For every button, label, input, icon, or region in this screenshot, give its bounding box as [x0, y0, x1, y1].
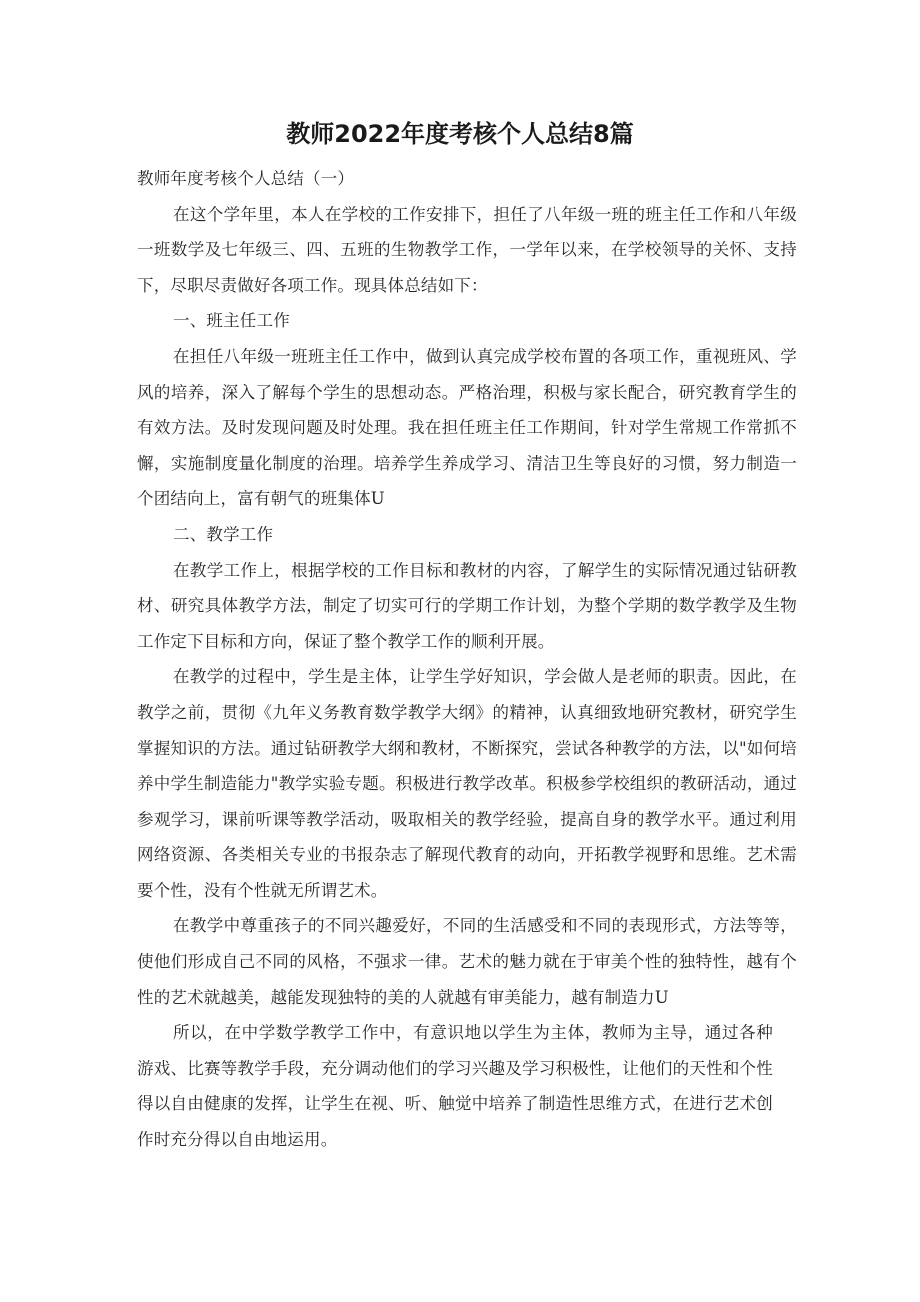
paragraph-intro: 在这个学年里，本人在学校的工作安排下，担任了八年级一班的班主任工作和八年级一班数学及七年级三、四、五班的生物教学工作，一学年以来，在学校领导的关怀、支持下，尽职尽责做好各项工作。现具体总结如下：: [137, 204, 797, 295]
document-title: 教师2022年度考核个人总结8篇: [286, 120, 634, 148]
document-body: [137, 161, 797, 1158]
paragraph-individuality: 在教学中尊重孩子的不同兴趣爱好，不同的生活感受和不同的表现形式，方法等等，使他们形成自己不同的风格，不强求一律。艺术的魅力就在于审美个性的独特性，越有个性的艺术就越美，越能发现独特的美的人就越有审美能力，越有制造力U: [137, 916, 797, 1007]
heading-teaching-work: 二、教学工作: [173, 524, 274, 544]
paragraph-teaching-plan: 在教学工作上，根据学校的工作目标和教材的内容，了解学生的实际情况通过钻研教材、研究具体教学方法，制定了切实可行的学期工作计划，为整个学期的数学教学及生物工作定下目标和方向，保证了整个教学工作的顺利开展。: [137, 560, 797, 651]
section-title: 教师年度考核个人总结（一）: [137, 169, 355, 188]
heading-class-teacher-work: 一、班主任工作: [173, 311, 290, 331]
paragraph-teaching-process: 在教学的过程中，学生是主体，让学生学好知识，学会做人是老师的职责。因此，在教学之前，贯彻《九年义务教育数学教学大纲》的精神，认真细致地研究教材，研究学生掌握知识的方法。通过钻研教学大纲和教材，不断探究，尝试各种教学的方法，以"如何培养中学生制造能力"教学实验专题。积极进行教学改革。积极参学校组织的教研活动，通过参观学习，课前听课等教学活动，吸取相关的教学经验，提高自身的教学水平。通过利用网络资源、各类相关专业的书报杂志了解现代教育的动向，开拓教学视野和思维。艺术需要个性，没有个性就无所谓艺术。: [137, 667, 797, 900]
paragraph-conclusion: 所以，在中学数学教学工作中，有意识地以学生为主体，教师为主导，通过各种游戏、比赛等教学手段，充分调动他们的学习兴趣及学习积极性，让他们的天性和个性得以自由健康的发挥，让学生在视、听、触觉中培养了制造性思维方式，在进行艺术创作时充分得以自由地运用。: [137, 1023, 773, 1150]
paragraph-class-teacher: 在担任八年级一班班主任工作中，做到认真完成学校布置的各项工作，重视班风、学风的培养，深入了解每个学生的思想动态。严格治理，积极与家长配合，研究教育学生的有效方法。及时发现问题及时处理。我在担任班主任工作期间，针对学生常规工作常抓不懈，实施制度量化制度的治理。培养学生养成学习、清洁卫生等良好的习惯，努力制造一个团结向上，富有朝气的班集体U: [137, 346, 797, 509]
